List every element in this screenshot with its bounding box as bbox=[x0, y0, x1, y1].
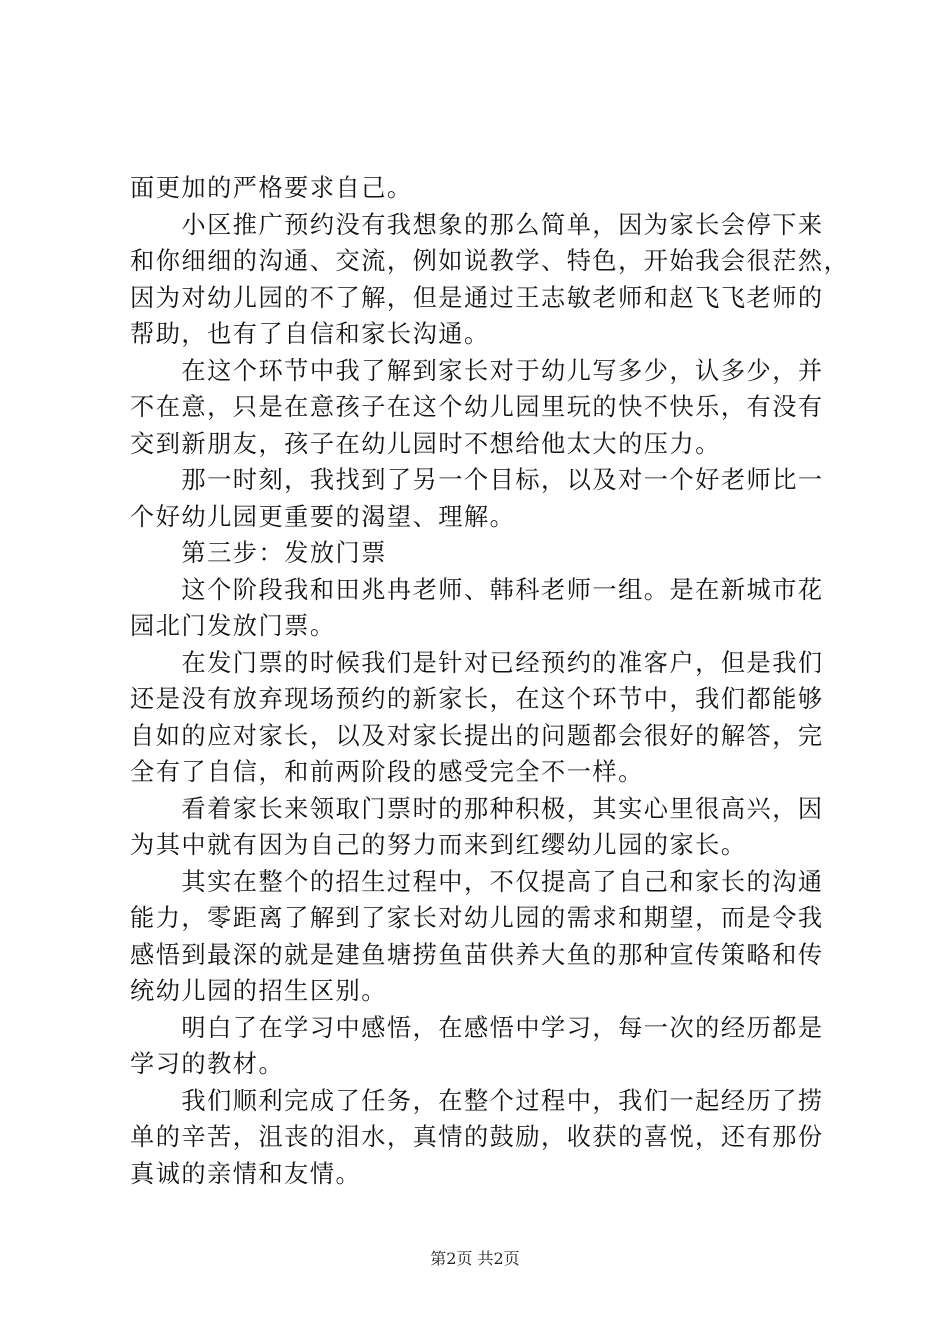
text-line: 真诚的亲情和友情。 bbox=[130, 1159, 362, 1188]
page-number-footer: 第2页 共2页 bbox=[430, 1249, 520, 1268]
text-line: 因为对幼儿园的不了解，但是通过王志敏老师和赵飞飞老师的 bbox=[130, 283, 824, 312]
text-line: 在这个环节中我了解到家长对于幼儿写多少，认多少，并 bbox=[130, 356, 824, 385]
text-line: 小区推广预约没有我想象的那么简单，因为家长会停下来 bbox=[130, 210, 824, 239]
text-line: 我们顺利完成了任务，在整个过程中，我们一起经历了捞 bbox=[130, 1086, 824, 1115]
text-line: 那一时刻，我找到了另一个目标，以及对一个好老师比一 bbox=[130, 466, 824, 494]
text-line: 统幼儿园的招生区别。 bbox=[130, 977, 387, 1005]
document-body bbox=[130, 170, 850, 1192]
text-line: 帮助，也有了自信和家长沟通。 bbox=[130, 320, 490, 348]
text-line: 其实在整个的招生过程中，不仅提高了自己和家长的沟通 bbox=[130, 867, 824, 896]
text-line: 个好幼儿园更重要的渴望、理解。 bbox=[130, 502, 516, 531]
section-heading: 第三步：发放门票 bbox=[130, 539, 387, 567]
text-line: 面更加的严格要求自己。 bbox=[130, 174, 413, 202]
text-line: 为其中就有因为自己的努力而来到红缨幼儿园的家长。 bbox=[130, 831, 747, 859]
text-line: 全有了自信，和前两阶段的感受完全不一样。 bbox=[130, 758, 644, 786]
text-line: 学习的教材。 bbox=[130, 1050, 285, 1078]
text-line: 能力，零距离了解到了家长对幼儿园的需求和期望，而是令我 bbox=[130, 904, 824, 932]
text-line: 自如的应对家长，以及对家长提出的问题都会很好的解答，完 bbox=[130, 721, 824, 750]
text-line: 不在意，只是在意孩子在这个幼儿园里玩的快不快乐，有没有 bbox=[130, 393, 824, 421]
text-line: 明白了在学习中感悟，在感悟中学习，每一次的经历都是 bbox=[130, 1013, 824, 1042]
text-line: 园北门发放门票。 bbox=[130, 612, 336, 640]
text-line: 还是没有放弃现场预约的新家长，在这个环节中，我们都能够 bbox=[130, 685, 824, 713]
text-line: 交到新朋友，孩子在幼儿园时不想给他太大的压力。 bbox=[130, 429, 721, 458]
text-line: 看着家长来领取门票时的那种积极，其实心里很高兴，因 bbox=[130, 794, 824, 823]
text-line: 在发门票的时候我们是针对已经预约的准客户，但是我们 bbox=[130, 648, 824, 677]
text-line: 这个阶段我和田兆冉老师、韩科老师一组。是在新城市花 bbox=[130, 575, 824, 604]
text-line: 单的辛苦，沮丧的泪水，真情的鼓励，收获的喜悦，还有那份 bbox=[130, 1123, 824, 1151]
text-line: 感悟到最深的就是建鱼塘捞鱼苗供养大鱼的那种宣传策略和传 bbox=[130, 940, 824, 969]
text-line: 和你细细的沟通、交流，例如说教学、特色，开始我会很茫然， bbox=[130, 247, 850, 275]
